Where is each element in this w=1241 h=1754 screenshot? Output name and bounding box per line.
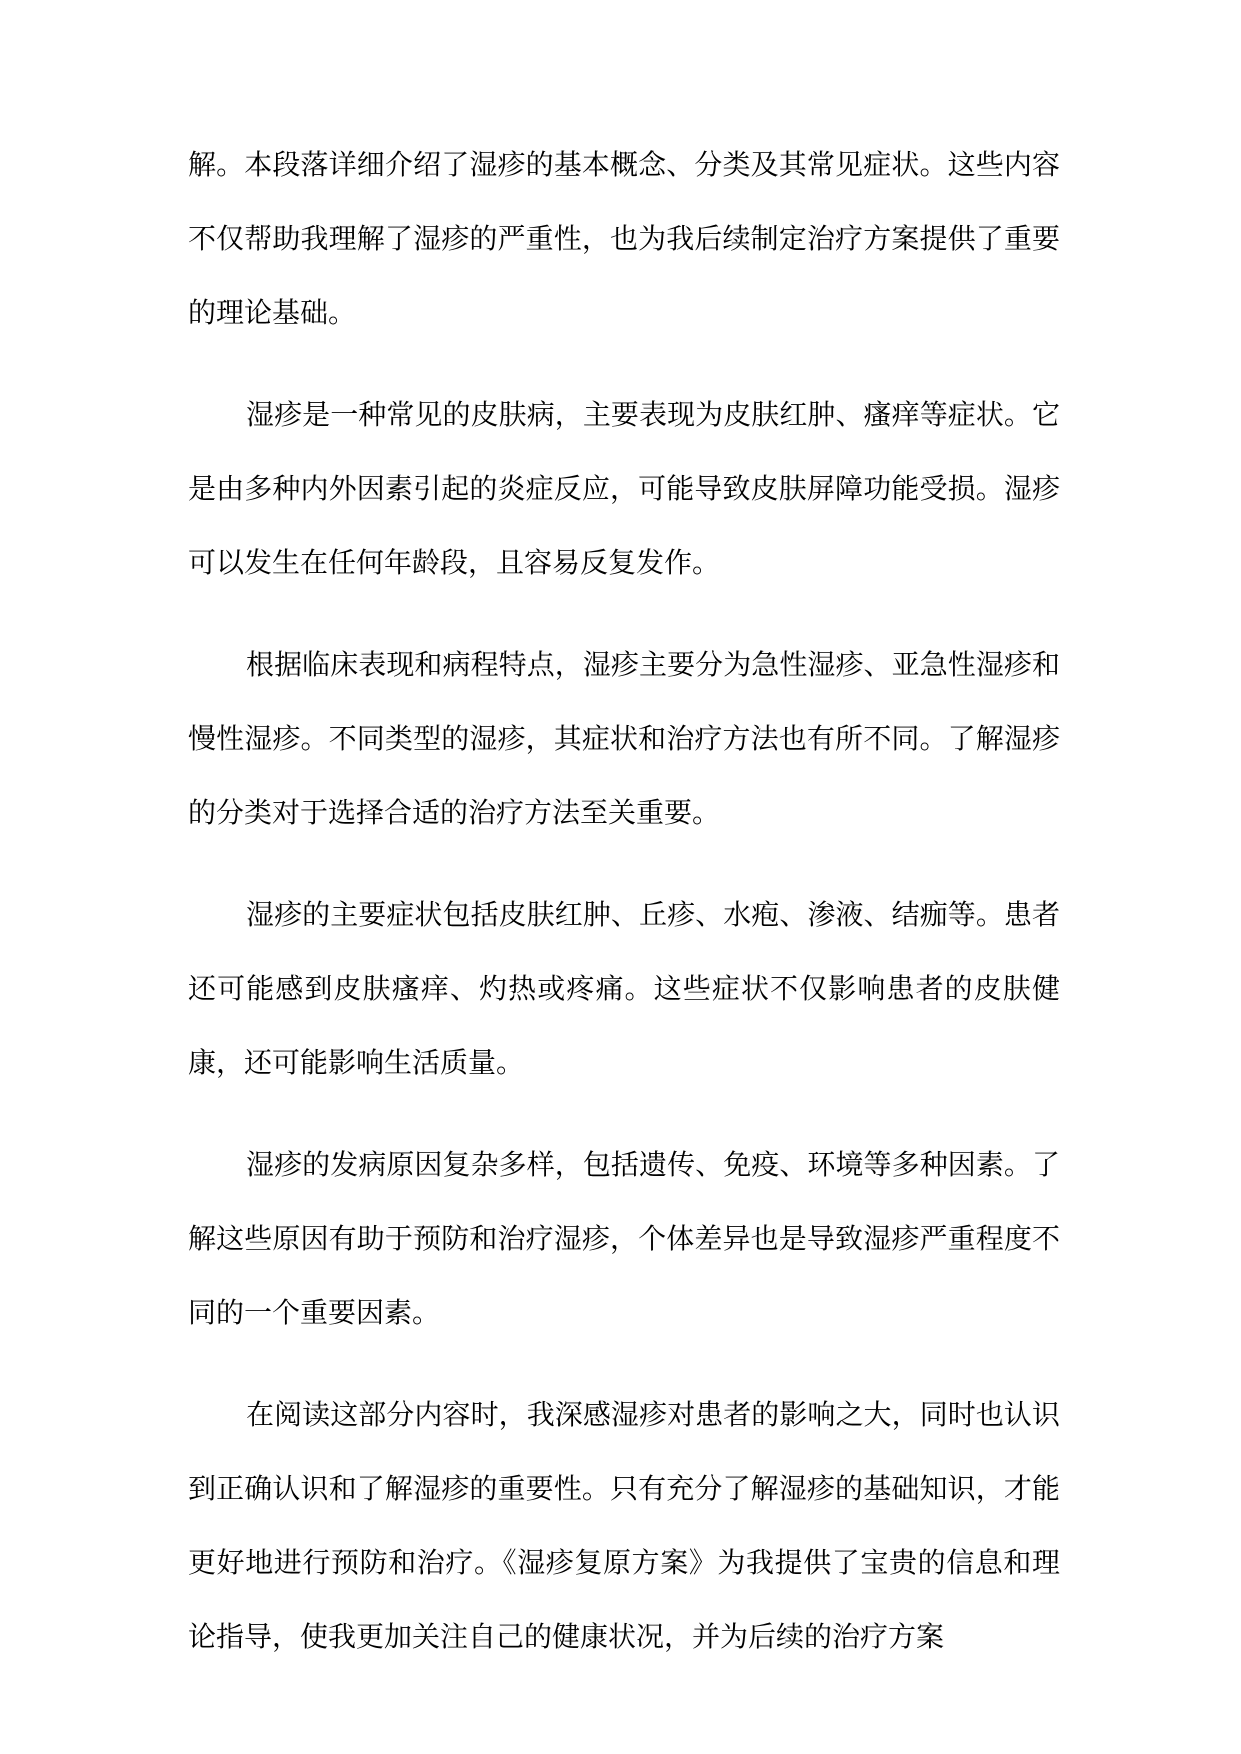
paragraph-symptoms: 湿疹的主要症状包括皮肤红肿、丘疹、水疱、渗液、结痂等。患者还可能感到皮肤瘙痒、灼热或疼痛。这些症状不仅影响患者的皮肤健康，还可能影响生活质量。: [188, 898, 1060, 1079]
paragraph-causes: 湿疹的发病原因复杂多样，包括遗传、免疫、环境等多种因素。了解这些原因有助于预防和治疗湿疹，个体差异也是导致湿疹严重程度不同的一个重要因素。: [188, 1148, 1060, 1329]
paragraph-definition: 湿疹是一种常见的皮肤病，主要表现为皮肤红肿、瘙痒等症状。它是由多种内外因素引起的炎症反应，可能导致皮肤屏障功能受损。湿疹可以发生在任何年龄段，且容易反复发作。: [188, 398, 1060, 579]
document-body: [188, 128, 1060, 1702]
paragraph-continuation: 解。本段落详细介绍了湿疹的基本概念、分类及其常见症状。这些内容不仅帮助我理解了湿疹的严重性，也为我后续制定治疗方案提供了重要的理论基础。: [188, 148, 1060, 329]
paragraph-classification: 根据临床表现和病程特点，湿疹主要分为急性湿疹、亚急性湿疹和慢性湿疹。不同类型的湿疹，其症状和治疗方法也有所不同。了解湿疹的分类对于选择合适的治疗方法至关重要。: [188, 648, 1060, 829]
paragraph-reflection: 在阅读这部分内容时，我深感湿疹对患者的影响之大，同时也认识到正确认识和了解湿疹的重要性。只有充分了解湿疹的基础知识，才能更好地进行预防和治疗。《湿疹复原方案》为我提供了宝贵的信息和理论指导，使我更加关注自己的健康状况，并为后续的治疗方案: [188, 1398, 1060, 1653]
